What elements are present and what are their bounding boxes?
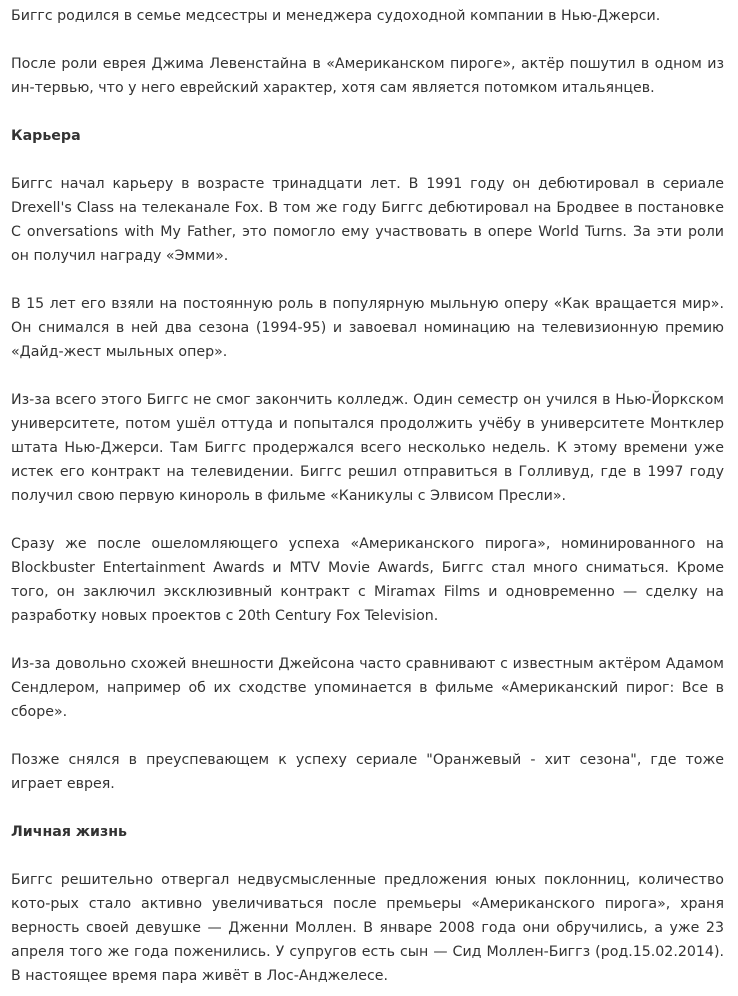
paragraph-sandler: Из-за довольно схожей внешности Джейсона часто сравнивают с известным актёром Адамом Сендлером, например об их сходстве упоминается в фильме «Американский пирог: Все в сборе». <box>11 656 724 720</box>
paragraph-career-start: Биггс начал карьеру в возрасте тринадцати лет. В 1991 году он дебютировал в сериале Drexell's Class на телеканале Fox. В том же году Биггс дебютировал на Бродвее в постановке C onversations with My Father, это помогло ему участвовать в опере World Turns. За эти роли он получил награду «Эмми». <box>11 176 724 264</box>
paragraph-soap-opera: В 15 лет его взяли на постоянную роль в популярную мыльную оперу «Как вращается мир». Он снимался в ней два сезона (1994-95) и завоевал номинацию на телевизионную премию «Дайд-жест мыльных опер». <box>11 296 724 360</box>
paragraph-college: Из-за всего этого Биггс не смог закончить колледж. Один семестр он учился в Нью-Йоркском университете, потом ушёл оттуда и попытался продолжить учёбу в университете Монтклер штата Нью-Джерси. Там Биггс продержался всего несколько недель. К этому времени уже истек его контракт на телевидении. Биггс решил отправиться в Голливуд, где в 1997 году получил свою первую кинороль в фильме «Каникулы с Элвисом Пресли». <box>11 392 724 504</box>
heading-personal-life: Личная жизнь <box>11 824 127 840</box>
paragraph-personal-life: Биггс решительно отвергал недвусмысленные предложения юных поклонниц, количество кото-рых стало активно увеличиваться после премьеры «Американского пирога», храня верность своей девушке — Дженни Моллен. В январе 2008 года они обручились, а уже 23 апреля того же года поженились. У супругов есть сын — Сид Моллен-Биггз (род.15.02.2014). В настоящее время пара живёт в Лос-Анджелесе. <box>11 872 724 984</box>
paragraph-orange: Позже снялся в преуспевающем к успеху сериале "Оранжевый - хит сезона", где тоже играет еврея. <box>11 752 724 792</box>
paragraph-american-pie-role: После роли еврея Джима Левенстайна в «Американском пироге», актёр пошутил в одном из ин-тервью, что у него еврейский характер, хотя сам является потомком итальянцев. <box>11 56 724 96</box>
paragraph-success: Сразу же после ошеломляющего успеха «Американского пирога», номинированного на Blockbuster Entertainment Awards и MTV Movie Awards, Биггс стал много сниматься. Кроме того, он заключил эксклюзивный контракт с Miramax Films и одновременно — сделку на разработку новых проектов с 20th Century Fox Television. <box>11 536 724 624</box>
paragraph-origin: Биггс родился в семье медсестры и менеджера судоходной компании в Нью-Джерси. <box>11 8 661 24</box>
heading-career: Карьера <box>11 128 81 144</box>
